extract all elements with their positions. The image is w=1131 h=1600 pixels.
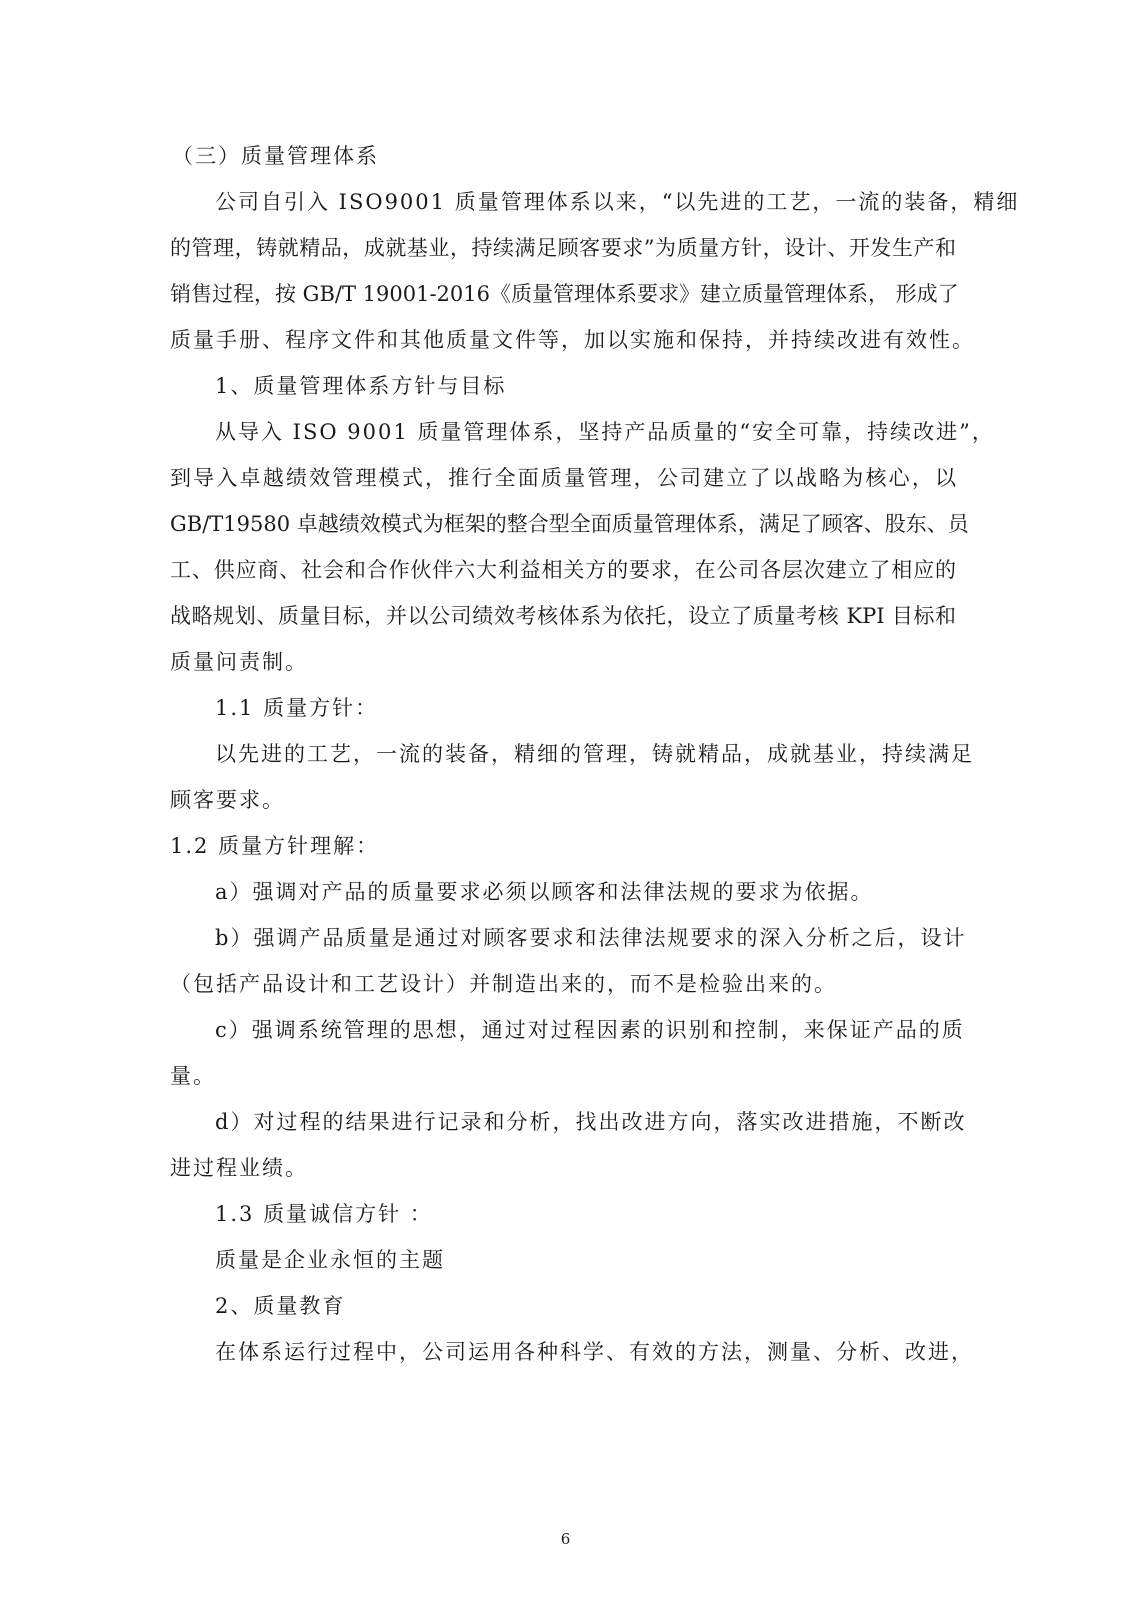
subsection-heading: 1.3 质量诚信方针 ：	[215, 1202, 433, 1226]
paragraph-line: 工、供应商、社会和合作伙伴六大利益相关方的要求，在公司各层次建立了相应的	[170, 558, 956, 582]
paragraph-line: 到导入卓越绩效管理模式，推行全面质量管理，公司建立了以战略为核心，以	[170, 466, 956, 490]
paragraph-line: 从导入 ISO 9001 质量管理体系，坚持产品质量的“安全可靠，持续改进”，	[215, 420, 995, 444]
list-item: d）对过程的结果进行记录和分析，找出改进方向，落实改进措施，不断改	[215, 1110, 967, 1134]
list-item-continuation: 进过程业绩。	[170, 1156, 308, 1180]
list-item-continuation: 量。	[170, 1064, 216, 1088]
section-heading: （三）质量管理体系	[172, 144, 379, 168]
subsection-heading: 1.2 质量方针理解：	[170, 834, 380, 858]
list-item: b）强调产品质量是通过对顾客要求和法律法规要求的深入分析之后，设计	[215, 926, 967, 950]
paragraph-line: 顾客要求。	[170, 788, 285, 812]
list-item-continuation: （包括产品设计和工艺设计）并制造出来的，而不是检验出来的。	[170, 972, 837, 996]
paragraph-line: 销售过程，按 GB/T 19001-2016《质量管理体系要求》建立质量管理体系， 形成了	[170, 282, 959, 306]
paragraph-line: 公司自引入 ISO9001 质量管理体系以来，“以先进的工艺，一流的装备，精细	[215, 190, 1020, 214]
paragraph-line: 质量问责制。	[170, 650, 308, 674]
subsection-heading: 1、质量管理体系方针与目标	[215, 374, 507, 398]
subsection-heading: 2、质量教育	[215, 1294, 346, 1318]
paragraph-line: 质量是企业永恒的主题	[215, 1248, 445, 1272]
paragraph-line: 在体系运行过程中，公司运用各种科学、有效的方法，测量、分析、改进，	[215, 1340, 974, 1364]
subsection-heading: 1.1 质量方针：	[215, 696, 379, 720]
paragraph-line: GB/T19580 卓越绩效模式为框架的整合型全面质量管理体系，满足了顾客、股东、员	[170, 512, 969, 536]
page-number: 6	[560, 1530, 571, 1548]
paragraph-line: 质量手册、程序文件和其他质量文件等，加以实施和保持，并持续改进有效性。	[170, 328, 975, 352]
list-item: a）强调对产品的质量要求必须以顾客和法律法规的要求为依据。	[215, 880, 874, 904]
paragraph-line: 的管理，铸就精品，成就基业，持续满足顾客要求”为质量方针，设计、开发生产和	[170, 236, 956, 260]
paragraph-line: 战略规划、质量目标，并以公司绩效考核体系为依托，设立了质量考核 KPI 目标和	[170, 604, 956, 628]
list-item: c）强调系统管理的思想，通过对过程因素的识别和控制，来保证产品的质	[215, 1018, 965, 1042]
paragraph-line: 以先进的工艺，一流的装备，精细的管理，铸就精品，成就基业，持续满足	[215, 742, 974, 766]
